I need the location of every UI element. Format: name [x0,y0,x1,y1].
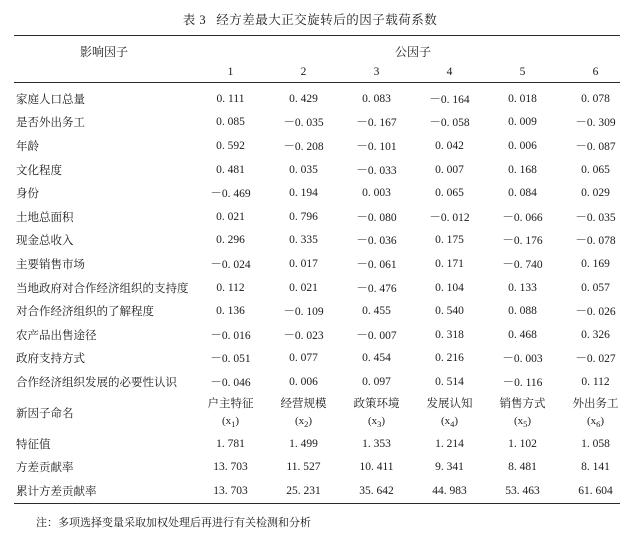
cell: 0. 003 [362,187,391,200]
row-label: 特征值 [16,438,51,451]
cell: －0. 046 [210,376,251,389]
cell: －0. 078 [575,235,616,248]
cell: －0. 309 [575,117,616,130]
row-label: 现金总收入 [16,235,74,248]
cell: 0. 078 [581,92,610,105]
cell: 35. 642 [359,484,394,497]
factor-symbol: $(x_6)$ [586,415,605,430]
cell: 61. 604 [578,484,613,497]
cell: －0. 476 [356,282,397,295]
cell: 0. 088 [508,305,537,318]
cell: 0. 335 [289,234,318,247]
table-bottom-rule [14,503,620,508]
cell: 0. 429 [289,92,318,105]
header-row [14,40,620,62]
row-label: 主要销售市场 [16,258,85,271]
row-label: 新因子命名 [16,407,74,420]
row-label: 农产品出售途径 [16,329,97,342]
cell: 0. 171 [435,257,464,270]
cell: －0. 035 [283,117,324,130]
cell: －0. 080 [356,211,397,224]
cell: －0. 167 [356,117,397,130]
cell: 0. 454 [362,352,391,365]
table-row [14,229,620,253]
cell: －0. 061 [356,258,397,271]
row-label: 是否外出务工 [16,117,85,130]
factor-name: 经营规模 [280,398,327,411]
column-header-1: 1 [227,66,234,78]
cell: 1. 102 [508,437,537,450]
cell: 0. 194 [289,187,318,200]
cell: 0. 021 [216,210,245,223]
cell: 0. 112 [216,281,245,294]
cell: －0. 058 [429,117,470,130]
cell: 0. 796 [289,210,318,223]
table-note: 注：多项选择变量采取加权处理后再进行有关检测和分析 [36,516,311,529]
factor-symbol: $(x_4)$ [440,415,459,430]
cell: －0. 109 [283,306,324,319]
cell: 0. 057 [581,281,610,294]
table-row [14,111,620,135]
row-label: 合作经济组织发展的必要性认识 [16,376,177,389]
header-group-label: 公因子 [394,44,431,59]
cell: 0. 006 [289,375,318,388]
column-header-4: 4 [446,66,453,78]
row-label: 家庭人口总量 [16,93,85,106]
factor-name: 户主特征 [207,398,254,411]
cell: －0. 035 [575,211,616,224]
cell: 0. 455 [362,305,391,318]
cell: 1. 214 [435,437,464,450]
cell: 8. 481 [508,461,537,474]
cell: 10. 411 [359,461,394,474]
cell: －0. 051 [210,353,251,366]
cell: －0. 026 [575,306,616,319]
cell: 0. 097 [362,375,391,388]
cell: 0. 112 [581,375,610,388]
column-header-3: 3 [373,66,380,78]
cell: 13. 703 [213,484,248,497]
cell: 0. 085 [216,116,245,129]
cell: 0. 035 [289,163,318,176]
table-row [14,323,620,347]
factor-name: 销售方式 [499,398,546,411]
table-caption: 经方差最大正交旋转后的因子载荷系数 [216,13,438,27]
row-label: 当地政府对合作经济组织的支持度 [16,282,189,295]
cell: 0. 083 [362,92,391,105]
cell: 0. 540 [435,305,464,318]
cell: 25. 231 [286,484,321,497]
table-row [14,370,620,394]
row-label: 方差贡献率 [16,462,74,475]
cell: －0. 066 [502,211,543,224]
cell: －0. 023 [283,329,324,342]
cell: －0. 036 [356,235,397,248]
cell: 0. 175 [435,234,464,247]
cell: 8. 141 [581,461,610,474]
cell: －0. 469 [210,188,251,201]
cell: 0. 017 [289,257,318,270]
table-row [14,479,620,503]
factor-symbol: $(x_3)$ [367,415,386,430]
factor-symbol: $(x_2)$ [294,415,313,430]
cell: 0. 077 [289,352,318,365]
table-row [14,87,620,111]
row-label: 累计方差贡献率 [16,485,97,498]
cell: 0. 021 [289,281,318,294]
cell: 0. 296 [216,234,245,247]
cell: 0. 006 [508,139,537,152]
table-number: 表 3 [182,13,207,27]
cell: 0. 169 [581,257,610,270]
factor-symbol: $(x_5)$ [513,415,532,430]
cell: 0. 009 [508,116,537,129]
cell: －0. 033 [356,164,397,177]
cell: 0. 468 [508,328,537,341]
cell: －0. 176 [502,235,543,248]
table-title [14,10,606,28]
cell: 1. 781 [216,437,245,450]
row-label: 年龄 [16,140,39,153]
row-label: 身份 [16,188,39,201]
cell: 0. 018 [508,92,537,105]
factor-loading-table [14,35,620,508]
cell: －0. 208 [283,140,324,153]
factor-name: 政策环境 [353,398,400,411]
cell: －0. 024 [210,258,251,271]
factor-symbol: $(x_1)$ [221,415,240,430]
cell: 0. 216 [435,352,464,365]
cell: －0. 116 [502,376,543,389]
table-row [14,181,620,205]
table-row [14,134,620,158]
table-row [14,455,620,479]
table-row [14,347,620,371]
table-row [14,158,620,182]
cell: 0. 318 [435,328,464,341]
cell: 0. 481 [216,163,245,176]
cell: －0. 087 [575,140,616,153]
row-label: 对合作经济组织的了解程度 [16,306,154,319]
cell: －0. 003 [502,353,543,366]
column-header-6: 6 [592,66,599,78]
row-label: 政府支持方式 [16,353,85,366]
cell: 9. 341 [435,461,464,474]
cell: －0. 101 [356,140,397,153]
cell: 11. 527 [286,461,321,474]
factor-name-row [14,394,620,413]
cell: 0. 007 [435,163,464,176]
table-row [14,299,620,323]
subheader-row [14,62,620,83]
cell: 1. 058 [581,437,610,450]
cell: 0. 111 [216,92,245,105]
cell: 0. 133 [508,281,537,294]
cell: 0. 029 [581,187,610,200]
cell: －0. 012 [429,211,470,224]
table-row [14,432,620,456]
cell: 0. 084 [508,187,537,200]
cell: 0. 592 [216,139,245,152]
subheader-blank [14,62,194,83]
cell: －0. 740 [502,258,543,271]
cell: －0. 007 [356,329,397,342]
cell: 0. 065 [435,187,464,200]
cell: 0. 042 [435,139,464,152]
column-header-2: 2 [300,66,307,78]
cell: 1. 353 [362,437,391,450]
cell: 1. 499 [289,437,318,450]
header-left-label: 影响因子 [79,44,128,59]
cell: 44. 983 [432,484,467,497]
row-label: 土地总面积 [16,211,74,224]
cell: 53. 463 [505,484,540,497]
cell: 0. 168 [508,163,537,176]
table-row [14,252,620,276]
row-label: 文化程度 [16,164,62,177]
cell: －0. 027 [575,353,616,366]
factor-name: 发展认知 [426,398,473,411]
cell: 0. 514 [435,375,464,388]
cell: －0. 164 [429,93,470,106]
cell: 0. 104 [435,281,464,294]
cell: －0. 016 [210,329,251,342]
cell: 0. 065 [581,163,610,176]
table-row [14,276,620,300]
cell: 0. 326 [581,328,610,341]
cell: 13. 703 [213,461,248,474]
factor-name: 外出务工 [572,398,619,411]
table-row [14,205,620,229]
cell: 0. 136 [216,305,245,318]
column-header-5: 5 [519,66,526,78]
